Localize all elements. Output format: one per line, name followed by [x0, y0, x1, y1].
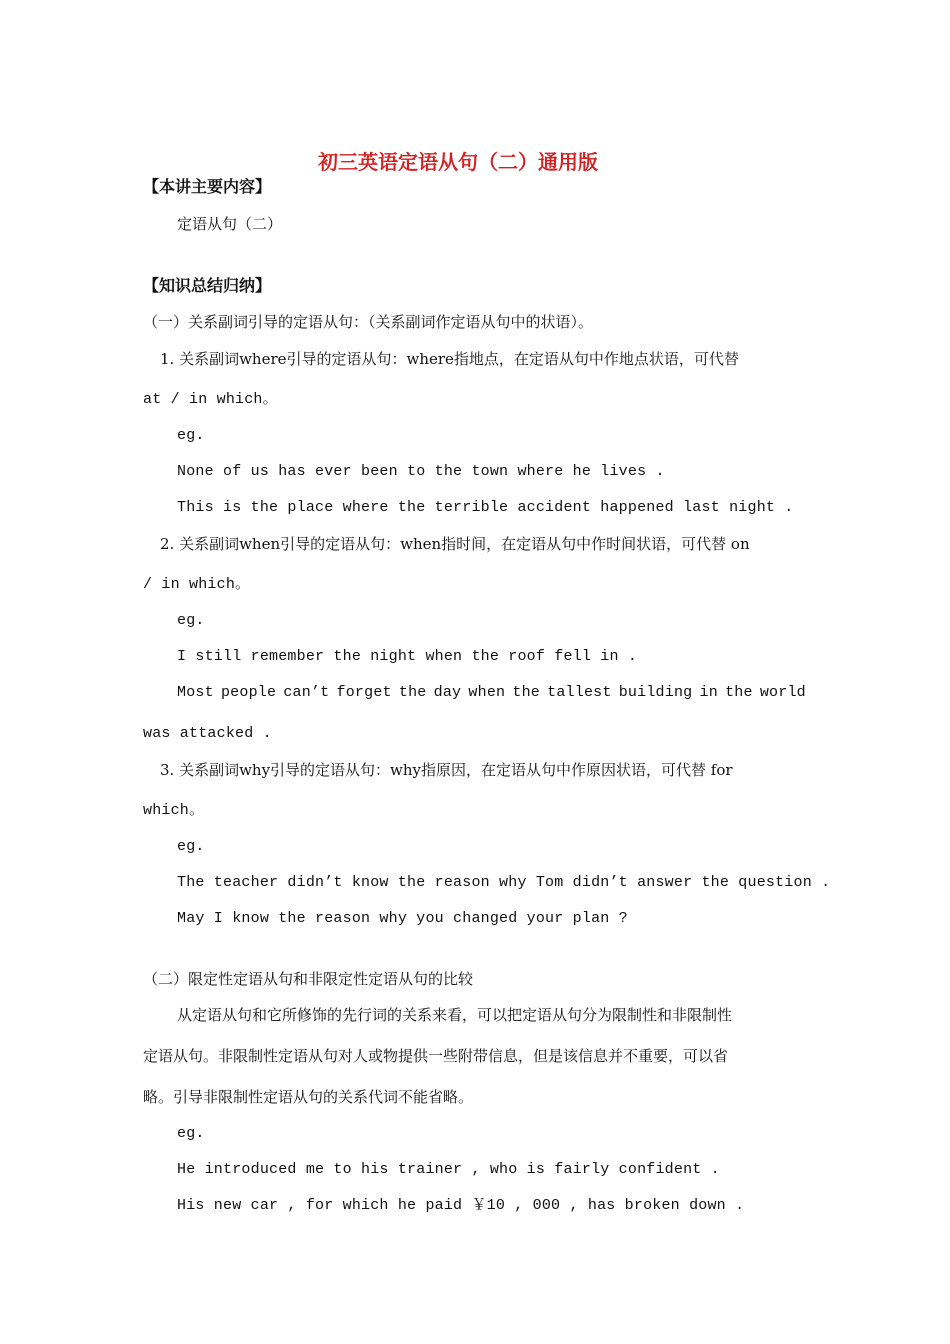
part2-example1: He introduced me to his trainer , who is fairly confident . — [177, 1161, 720, 1178]
example-word: day — [433, 684, 462, 701]
part2-paragraph-line1: 从定语从句和它所修饰的先行词的关系来看，可以把定语从句分为限制性和非限制性 — [177, 1006, 733, 1024]
item1-eg: eg. — [177, 427, 205, 444]
item2-example1: I still remember the night when the roof fell in . — [177, 648, 638, 665]
document-title: 初三英语定语从句（二）通用版 — [318, 150, 598, 174]
item2-eg: eg. — [177, 612, 205, 629]
item1-example1: None of us has ever been to the town where he lives . — [177, 463, 665, 480]
main-content-heading: 【本讲主要内容】 — [143, 177, 272, 196]
item3-example2: May I know the reason why you changed your plan ? — [177, 910, 628, 927]
example-word: Most — [177, 684, 214, 701]
item2-example2-continued: was attacked . — [143, 725, 272, 742]
example-word: tallest — [547, 684, 612, 701]
example-word: building — [618, 684, 693, 701]
item2-line2: / in which。 — [143, 576, 251, 593]
item1-line1: 1. 关系副词where引导的定语从句：where指地点，在定语从句中作地点状语，可代替 — [160, 350, 739, 368]
part2-eg: eg. — [177, 1125, 205, 1142]
example-word: the — [512, 684, 540, 701]
example-word: can’t — [283, 684, 330, 701]
example-word: the — [398, 684, 427, 701]
part2-paragraph-line3: 略。引导非限制性定语从句的关系代词不能省略。 — [143, 1088, 474, 1106]
example-word: the — [725, 684, 753, 701]
part2-example2: His new car , for which he paid ￥10 , 000 , has broken down . — [177, 1197, 745, 1214]
item3-line2: which。 — [143, 802, 205, 819]
example-word: people — [220, 684, 277, 701]
example-word: forget — [336, 684, 392, 701]
example-word: world — [759, 684, 806, 701]
item3-example1: The teacher didn’t know the reason why Tom didn’t answer the question . — [177, 874, 831, 891]
item1-line2: at / in which。 — [143, 391, 278, 408]
part2-paragraph-line2: 定语从句。非限制性定语从句对人或物提供一些附带信息，但是该信息并不重要，可以省 — [143, 1047, 729, 1065]
item3-eg: eg. — [177, 838, 205, 855]
item1-example2: This is the place where the terrible accident happened last night . — [177, 499, 794, 516]
example-word: when — [468, 684, 506, 701]
item3-line1: 3. 关系副词why引导的定语从句：why指原因，在定语从句中作原因状语，可代替 for — [160, 761, 733, 779]
main-content-text: 定语从句（二） — [177, 215, 283, 233]
item2-line1: 2. 关系副词when引导的定语从句：when指时间，在定语从句中作时间状语，可代替 on — [160, 535, 750, 553]
item2-example2 — [177, 684, 806, 702]
summary-heading: 【知识总结归纳】 — [143, 276, 272, 295]
part2-heading: （二）限定性定语从句和非限定性定语从句的比较 — [143, 970, 474, 988]
part1-heading: （一）关系副词引导的定语从句：（关系副词作定语从句中的状语）。 — [143, 313, 594, 331]
example-word: in — [699, 684, 718, 701]
